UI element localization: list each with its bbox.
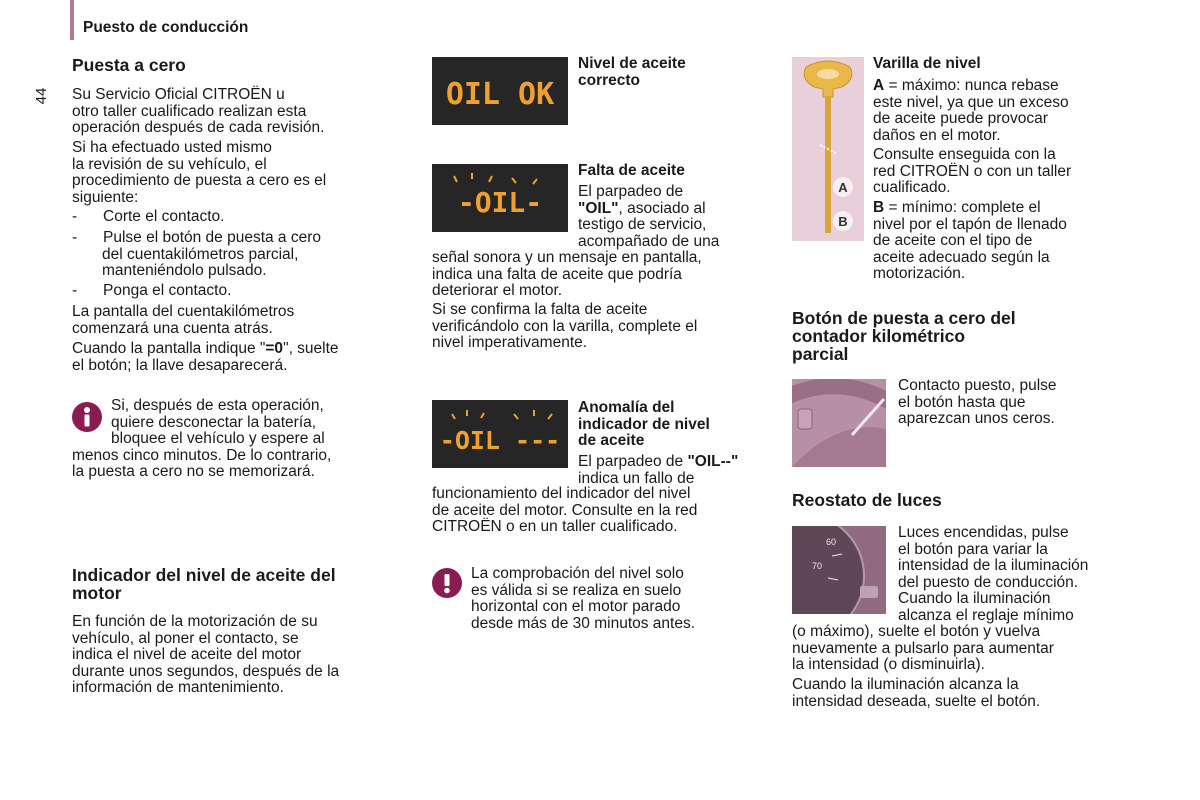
level-check-note: La comprobación del nivel solo es válida si se realiza en suelo horizontal con el motor parado desde más de 30 minutos antes. bbox=[471, 565, 696, 632]
oil-ok-display-text: OIL OK bbox=[445, 77, 555, 112]
oil-low-text-a: El parpadeo de "OIL", asociado al testigo de servicio, acompañado de una bbox=[578, 183, 720, 250]
section-title: Puesto de conducción bbox=[83, 19, 249, 36]
trip-reset-text: Contacto puesto, pulse el botón hasta que aparezcan unos ceros. bbox=[898, 377, 1057, 427]
oil-ok-title: Nivel de aceite correcto bbox=[578, 55, 686, 89]
dipstick-min-text: B = mínimo: complete el nivel por el tapón de llenado de aceite con el tipo de aceite adecuado según la motorización. bbox=[873, 199, 1067, 282]
dipstick-label-b: B bbox=[838, 214, 848, 229]
info-icon bbox=[432, 568, 462, 598]
oil-low-text-b: señal sonora y un mensaje en pantalla, indica una falta de aceite que podría deteriorar el motor. bbox=[432, 249, 702, 299]
oil-indicator-text: En función de la motorización de su vehículo, al poner el contacto, se indica el nivel de aceite del motor durante unos segundos, después de la información de mantenimiento. bbox=[72, 613, 340, 696]
oil-fault-display bbox=[432, 400, 568, 468]
dimmer-heading: Reostato de luces bbox=[792, 490, 942, 510]
oil-fault-text-b: funcionamiento del indicador del nivel de aceite del motor. Consulte en la red CITROËN o en un taller cualificado. bbox=[432, 485, 698, 535]
oil-low-text-c: Si se confirma la falta de aceite verificándolo con la varilla, complete el nivel imperativamente. bbox=[432, 301, 698, 351]
dipstick-consult-text: Consulte enseguida con la red CITROËN o con un taller cualificado. bbox=[873, 146, 1072, 196]
reset-heading: Puesta a cero bbox=[72, 55, 186, 75]
dimmer-text-2: (o máximo), suelte el botón y vuelva nuevamente a pulsarlo para aumentar la intensidad (o disminuirla). bbox=[792, 623, 1054, 673]
oil-low-display bbox=[432, 164, 568, 232]
reset-paragraph-1: Su Servicio Oficial CITROËN u otro taller cualificado realizan esta operación después de cada revisión. bbox=[72, 86, 325, 136]
dipstick-title: Varilla de nivel bbox=[873, 55, 981, 72]
oil-low-display-text: -OIL- bbox=[457, 186, 543, 219]
trip-reset-heading: Botón de puesta a cero del contador kilométrico parcial bbox=[792, 308, 1016, 364]
dipstick-illustration bbox=[792, 57, 864, 241]
oil-ok-display bbox=[432, 57, 568, 125]
gauge-70-label: 70 bbox=[812, 561, 823, 571]
trip-reset-button-photo bbox=[792, 379, 886, 467]
oil-fault-display-text: -OIL --- bbox=[439, 426, 561, 455]
dimmer-text-3: Cuando la iluminación alcanza la intensidad deseada, suelte el botón. bbox=[792, 676, 1041, 710]
reset-paragraph-4: Cuando la pantalla indique "=0", suelte el botón; la llave desaparecerá. bbox=[72, 340, 339, 374]
reset-paragraph-3: La pantalla del cuentakilómetros comenzará una cuenta atrás. bbox=[72, 303, 295, 337]
dipstick-max-text: A = máximo: nunca rebase este nivel, ya que un exceso de aceite puede provocar daños en el motor. bbox=[873, 77, 1069, 144]
reset-step-3: - Ponga el contacto. bbox=[72, 282, 232, 299]
gauge-60-label: 60 bbox=[826, 537, 837, 547]
dipstick-label-a: A bbox=[838, 180, 848, 195]
oil-low-title: Falta de aceite bbox=[578, 162, 685, 179]
reset-paragraph-2: Si ha efectuado usted mismo la revisión de su vehículo, el procedimiento de puesta a cero es el siguiente: bbox=[72, 139, 327, 206]
oil-fault-text-a: El parpadeo de "OIL--" indica un fallo de bbox=[578, 453, 739, 487]
reset-step-2: - Pulse el botón de puesta a cero del cuentakilómetros parcial, manteniéndolo pulsado. bbox=[72, 229, 322, 279]
oil-indicator-heading: Indicador del nivel de aceite del motor bbox=[72, 565, 336, 603]
reset-step-1: - Corte el contacto. bbox=[72, 208, 225, 225]
dimmer-gauge-photo bbox=[792, 526, 886, 614]
dimmer-text: Luces encendidas, pulse el botón para variar la intensidad de la iluminación del puesto de conducción. Cuando la iluminación alcanza el reglaje mínimo bbox=[898, 524, 1089, 624]
reset-note: Si, después de esta operación, quiere desconectar la batería, bloquee el vehículo y espere al menos cinco minutos. De lo contrario, la puesta a cero no se memorizará. bbox=[72, 397, 332, 480]
header-accent-bar bbox=[70, 0, 74, 40]
oil-fault-title: Anomalía del indicador de nivel de aceite bbox=[578, 399, 710, 449]
page-number: 44 bbox=[33, 87, 50, 105]
